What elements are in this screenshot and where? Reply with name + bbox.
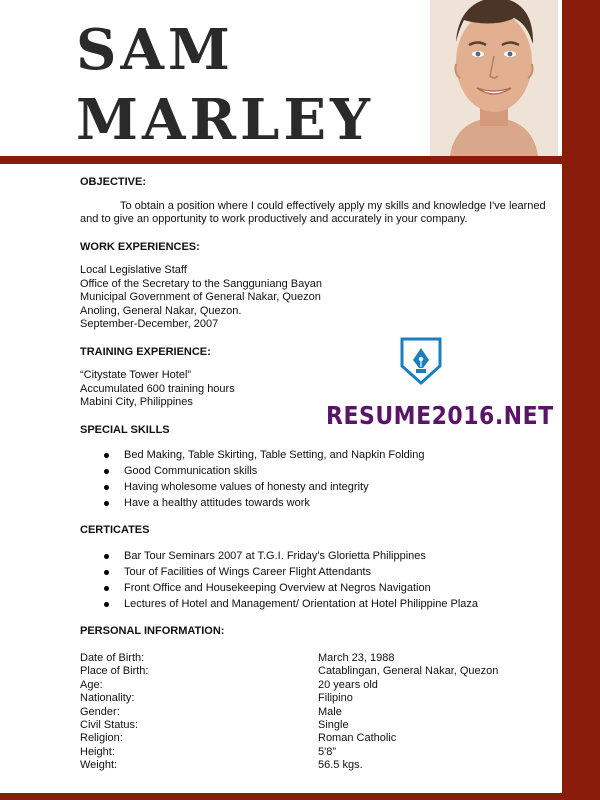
objective-heading: OBJECTIVE: (80, 176, 147, 188)
table-row (80, 706, 498, 719)
resume-body (80, 176, 556, 773)
skills-heading: SPECIAL SKILLS (80, 423, 170, 436)
list-item: Bar Tour Seminars 2007 at T.G.I. Friday's Glorietta Philippines (80, 550, 556, 563)
skills-list (80, 449, 556, 510)
table-row (80, 679, 498, 692)
work-heading: WORK EXPERIENCES: (80, 240, 200, 253)
list-item: Good Communication skills (80, 465, 556, 478)
certificates-list (80, 550, 556, 611)
pi-value: 56.5 kgs. (318, 759, 363, 772)
pi-value: Filipino (318, 692, 353, 705)
pi-label: Gender: (80, 705, 120, 718)
watermark (326, 336, 554, 431)
list-item: Front Office and Housekeeping Overview at Negros Navigation (80, 582, 556, 595)
header-divider-band (0, 156, 562, 164)
objective-text: To obtain a position where I could effectively apply my skills and knowledge I've learned and to give an opportunity to work productively and accurately in your company. (80, 199, 546, 225)
list-item: Have a healthy attitudes towards work (80, 497, 556, 510)
personal-info-table (80, 652, 498, 773)
personal-heading: PERSONAL INFORMATION: (80, 624, 225, 637)
pi-value: Single (318, 719, 349, 732)
pi-label: Age: (80, 678, 103, 691)
portrait-image (430, 0, 558, 156)
table-row (80, 665, 498, 678)
pi-value: March 23, 1988 (318, 652, 395, 664)
table-row (80, 732, 498, 745)
training-heading: TRAINING EXPERIENCE: (80, 345, 211, 358)
work-line: September-December, 2007 (80, 318, 219, 330)
watermark-text: RESUME2016.NET (326, 402, 554, 431)
bottom-accent-bar (0, 793, 600, 800)
pi-label: Place of Birth: (80, 665, 149, 678)
pen-nib-shield-icon (399, 336, 443, 386)
pi-label: Civil Status: (80, 719, 139, 732)
list-item: Lectures of Hotel and Management/ Orientation at Hotel Philippine Plaza (80, 598, 556, 611)
profile-photo (430, 0, 558, 156)
pi-value: Roman Catholic (318, 732, 397, 745)
pi-value: Male (318, 705, 342, 718)
right-accent-bar (562, 0, 600, 800)
pi-value: 5'8” (318, 745, 336, 758)
work-details (80, 264, 556, 332)
list-item: Tour of Facilities of Wings Career Flight Attendants (80, 566, 556, 579)
pi-label: Nationality: (80, 692, 135, 705)
pi-value: Catablingan, General Nakar, Quezon (318, 665, 499, 678)
table-row (80, 759, 498, 772)
training-line: “Citystate Tower Hotel” (80, 369, 192, 381)
first-name: SAM (76, 17, 234, 83)
training-line: Mabini City, Philippines (80, 396, 193, 408)
certificates-heading: CERTICATES (80, 524, 150, 536)
pi-label: Religion: (80, 732, 123, 745)
table-row (80, 746, 498, 759)
training-line: Accumulated 600 training hours (80, 382, 235, 395)
pi-value: 20 years old (318, 678, 378, 691)
list-item: Bed Making, Table Skirting, Table Setting, and Napkin Folding (80, 449, 556, 462)
list-item: Having wholesome values of honesty and integrity (80, 481, 556, 494)
work-line: Municipal Government of General Nakar, Quezon (80, 291, 321, 303)
work-line: Local Legislative Staff (80, 264, 187, 276)
pi-label: Height: (80, 745, 115, 758)
table-row (80, 692, 498, 705)
last-name: MARLEY (76, 87, 375, 153)
work-line: Office of the Secretary to the Sangguniang Bayan (80, 277, 322, 290)
table-row (80, 719, 498, 732)
pi-label: Date of Birth: (80, 652, 145, 664)
table-row (80, 652, 498, 665)
work-line: Anoling, General Nakar, Quezon. (80, 304, 242, 317)
pi-label: Weight: (80, 759, 118, 772)
